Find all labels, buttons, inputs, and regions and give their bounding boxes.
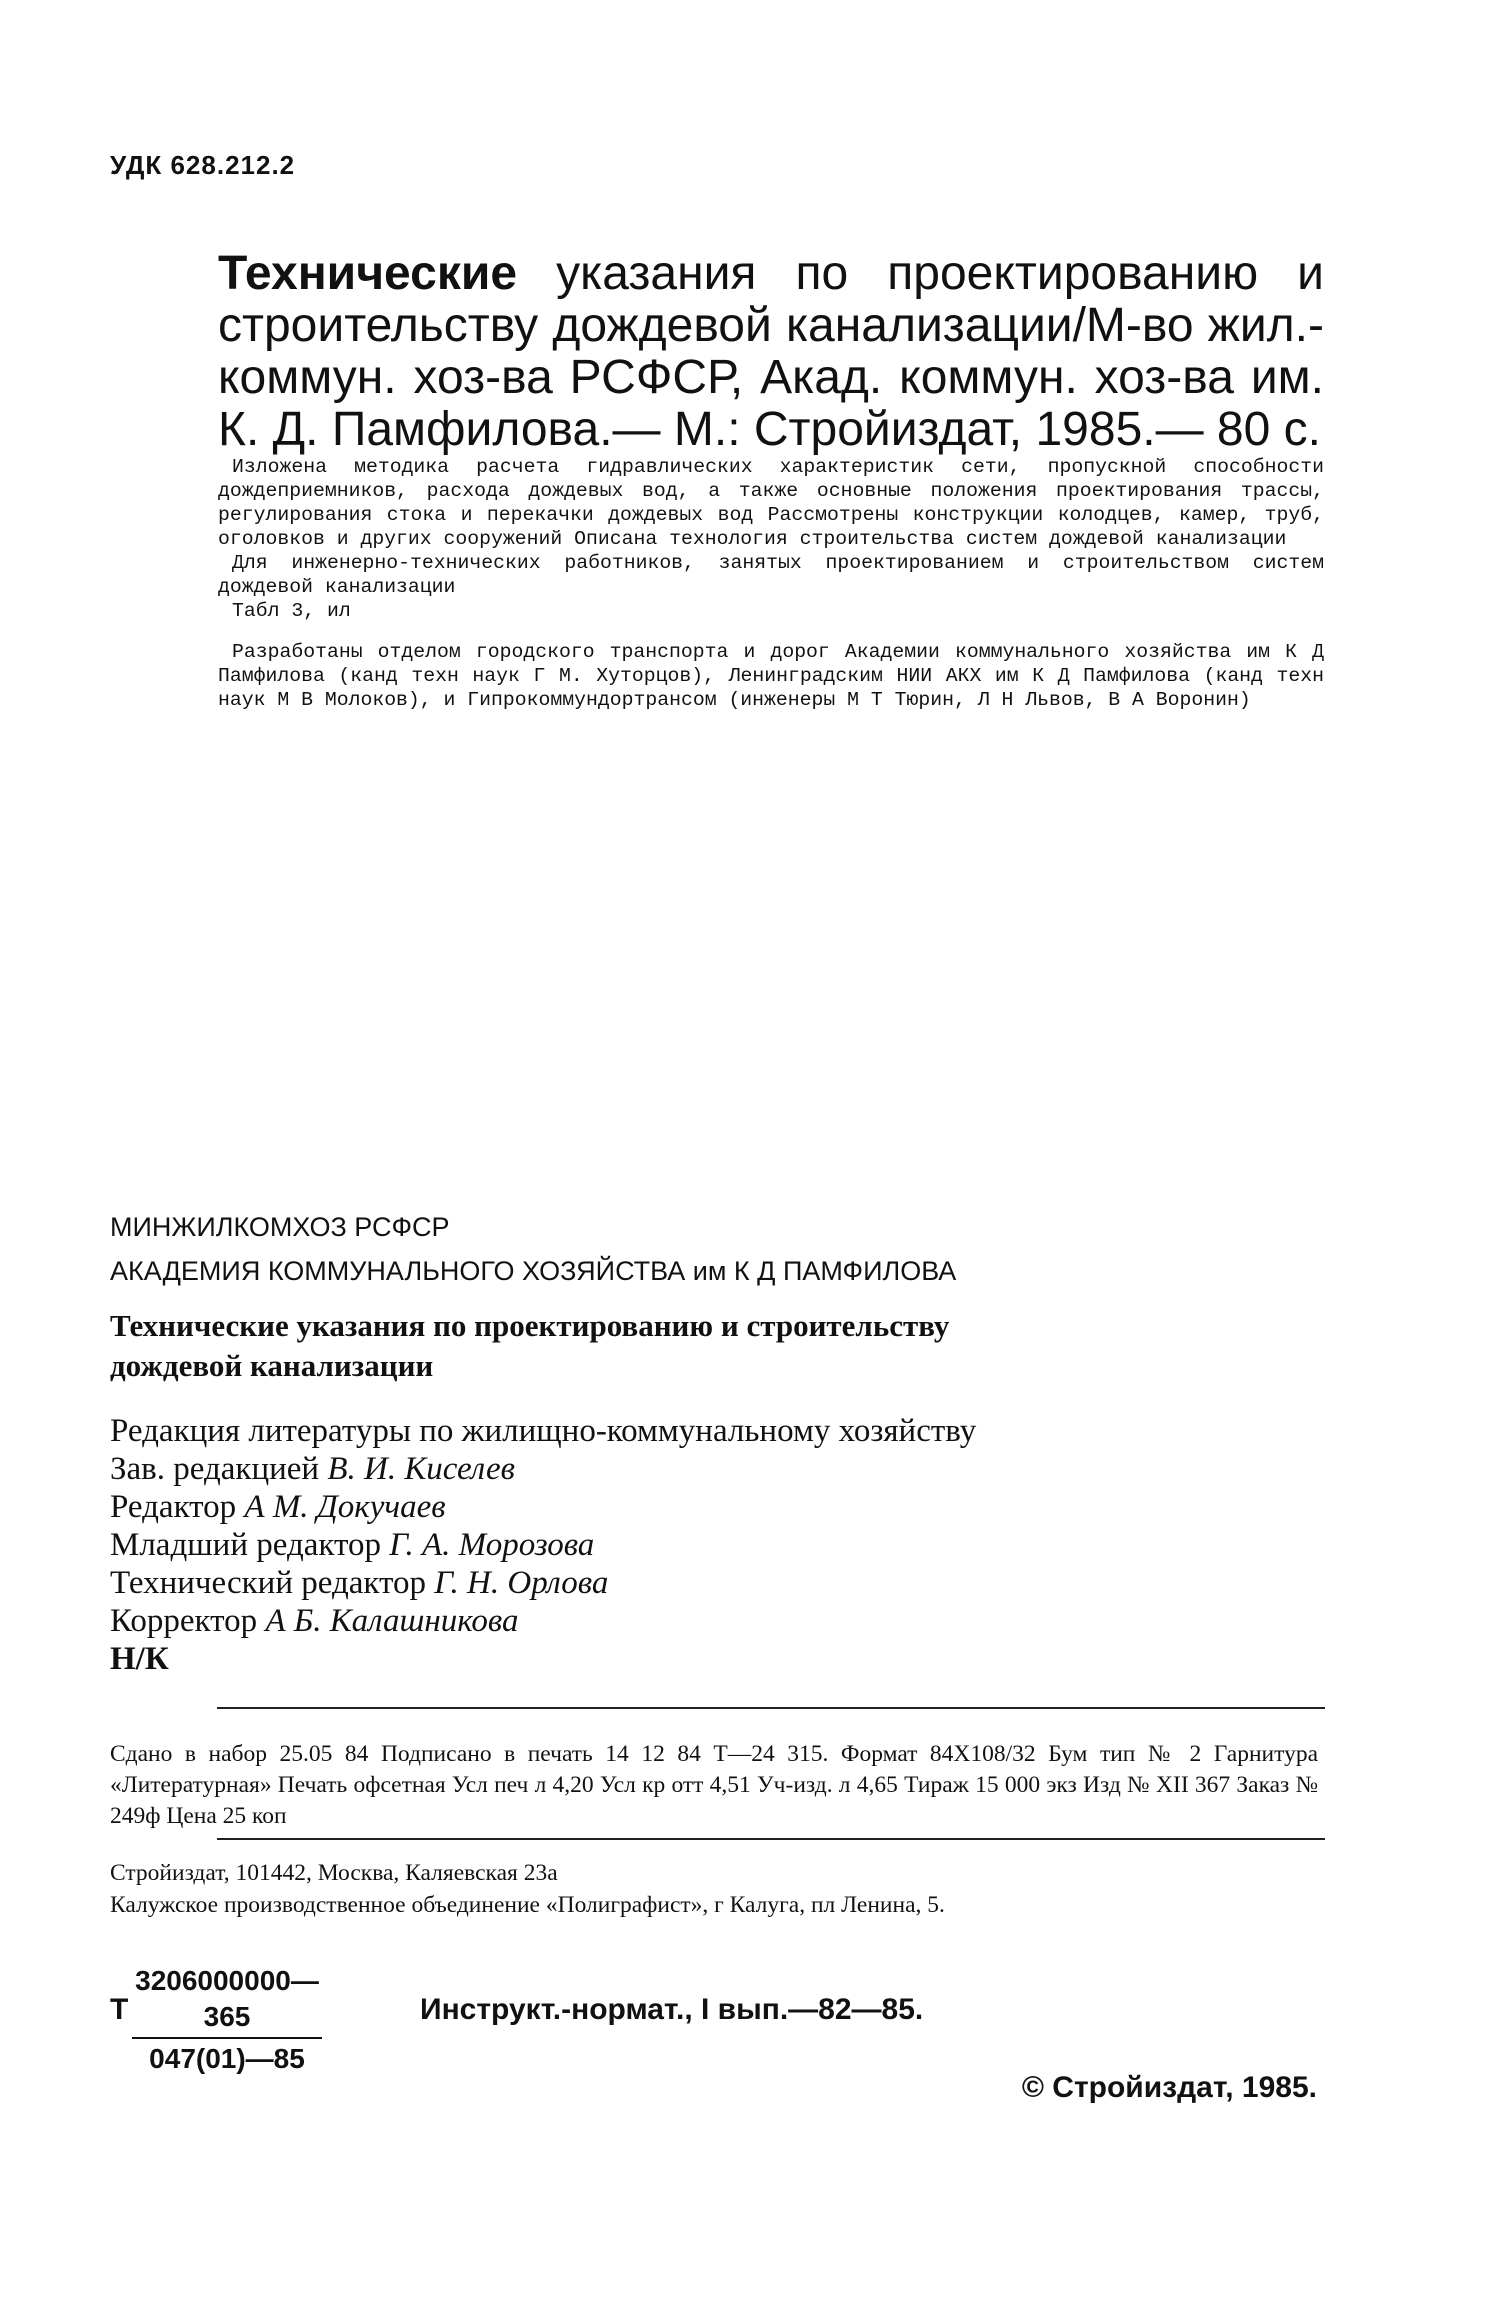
book-title-line: Технические указания по проектированию и строительству [110, 1308, 950, 1343]
book-title [110, 1306, 949, 1386]
book-title-line: дождевой канализации [110, 1348, 434, 1383]
academy-name: АКАДЕМИЯ КОММУНАЛЬНОГО ХОЗЯЙСТВА им К Д ПАМФИЛОВА [110, 1256, 957, 1286]
address-block [110, 1857, 945, 1921]
credit-row [110, 1488, 976, 1526]
credit-name: В. И. Киселев [327, 1451, 515, 1487]
publisher-address: Стройиздат, 101442, Москва, Каляевская 23а [110, 1860, 558, 1886]
credits-block [110, 1412, 976, 1678]
credit-name: А М. Докучаев [244, 1489, 446, 1525]
bibliographic-citation [218, 248, 1324, 456]
credit-name: Г. А. Морозова [389, 1527, 595, 1563]
credit-role: Редактор [110, 1489, 245, 1525]
credit-name: Г. Н. Орлова [434, 1565, 609, 1601]
copyright-notice: © Стройиздат, 1985. [1021, 2071, 1317, 2104]
imprint-details: Сдано в набор 25.05 84 Подписано в печать 14 12 84 Т—24 315. Формат 84Х108/32 Бум тип № 2 Гарнитура «Литературная» Печать офсетная Усл печ л 4,20 Усл кр отт 4,51 Уч-изд. л 4,65 Тираж 15 000 экз Изд № XII 367 Заказ № 249ф Цена 25 коп [110, 1741, 1318, 1829]
credit-row [110, 1602, 976, 1640]
publisher-block [110, 1205, 956, 1293]
credit-role: Младший редактор [110, 1527, 390, 1563]
code-denominator: 047(01)—85 [149, 2043, 305, 2074]
credit-row [110, 1450, 976, 1488]
divider [217, 1838, 1325, 1840]
credit-role: Корректор [110, 1603, 266, 1639]
credit-row [110, 1526, 976, 1564]
credit-row [110, 1564, 976, 1602]
ministry-name: МИНЖИЛКОМХОЗ РСФСР [110, 1212, 450, 1242]
authors-paragraph: Разработаны отделом городского транспорта и дорог Академии коммунального хозяйства им К Д Памфилова (канд техн наук Г М. Хуторцов), Ленинградским НИИ АКХ им К Д Памфилова (канд техн наук М В Молоков), и Гипрокоммундортрансом (инженеры М Т Тюрин, Л Н Львов, В А Воронин) [218, 641, 1324, 711]
code-description: Инструкт.-нормат., I вып.—82—85. [420, 1993, 924, 2026]
credit-name: А Б. Калашникова [265, 1603, 519, 1639]
nk-mark: Н/К [110, 1641, 169, 1677]
tables-note: Табл 3, ил [232, 600, 351, 622]
fraction-bar [132, 2037, 322, 2039]
code-fraction [132, 1963, 322, 2077]
editorial-office: Редакция литературы по жилищно-коммунальному хозяйству [110, 1413, 977, 1449]
udk-code: УДК 628.212.2 [110, 150, 296, 180]
credit-role: Зав. редакцией [110, 1451, 328, 1487]
audience-paragraph: Для инженерно-технических работников, занятых проектированием и строительством систем дождевой канализации [218, 552, 1324, 598]
credit-role: Технический редактор [110, 1565, 435, 1601]
abstract [218, 455, 1324, 712]
code-letter: Т [110, 1993, 129, 2026]
code-numerator: 3206000000—365 [135, 1965, 319, 2032]
citation-title-start: Технические [218, 247, 518, 300]
citation-text: указания по проектированию и строительству дождевой канализации/М-во жил.-коммун. хоз-ва РСФСР, Акад. коммун. хоз-ва им. К. Д. Памфилова.— М.: Стройиздат, 1985.— 80 с. [218, 247, 1324, 456]
printer-address: Калужское производственное объединение «Полиграфист», г Калуга, пл Ленина, 5. [110, 1892, 945, 1918]
abstract-paragraph: Изложена методика расчета гидравлических характеристик сети, пропускной способности дождеприемников, расхода дождевых вод, а также основные положения проектирования трассы, регулирования стока и перекачки дождевых вод Рассмотрены конструкции колодцев, камер, труб, оголовков и других сооружений Описана технология строительства систем дождевой канализации [218, 456, 1324, 550]
divider [217, 1707, 1325, 1709]
